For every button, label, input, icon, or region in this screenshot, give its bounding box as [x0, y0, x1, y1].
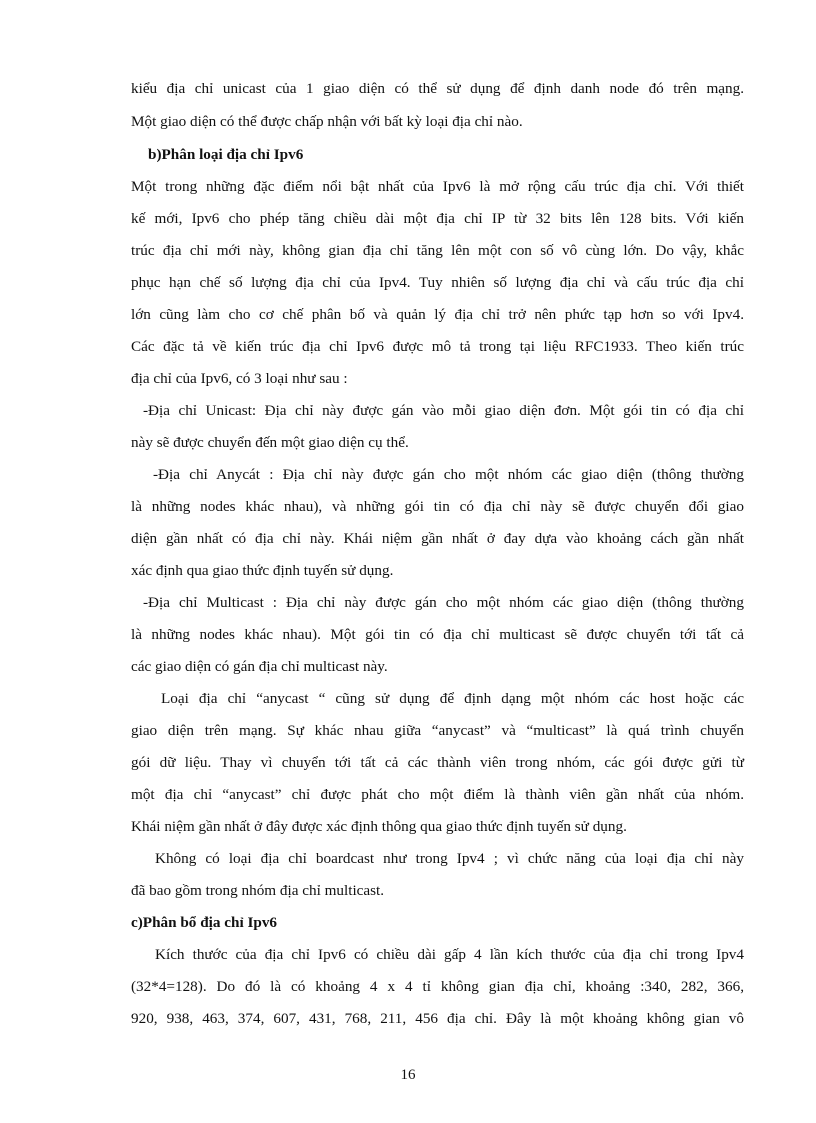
- text-line: lớn cũng làm cho cơ chế phân bố và quản lý địa chỉ trở nên phức tạp hơn so với Ipv4.: [131, 306, 744, 323]
- text-line: trúc địa chỉ mới này, không gian địa chỉ tăng lên một con số vô cùng lớn. Do vậy, khắc: [131, 242, 744, 259]
- text-line: diện gần nhất có địa chỉ này. Khái niệm gần nhất ở đay dựa vào khoảng cách gần nhất: [131, 530, 744, 547]
- text-line: địa chỉ của Ipv6, có 3 loại như sau :: [131, 370, 348, 387]
- text-line: (32*4=128). Do đó là có khoảng 4 x 4 tỉ không gian địa chỉ, khoảng :340, 282, 366,: [131, 978, 744, 995]
- section-heading: b)Phân loại địa chỉ Ipv6: [148, 146, 304, 163]
- text-line: phục hạn chế số lượng địa chỉ của Ipv4. Tuy nhiên số lượng địa chỉ và cấu trúc địa chỉ: [131, 274, 744, 291]
- text-line: kế mới, Ipv6 cho phép tăng chiều dài một địa chỉ IP từ 32 bits lên 128 bits. Với kiến: [131, 210, 744, 227]
- text-line: Một giao diện có thể được chấp nhận với bất kỳ loại địa chỉ nào.: [131, 113, 523, 130]
- text-line: Không có loại địa chỉ boardcast như trong Ipv4 ; vì chức năng của loại địa chỉ này: [155, 850, 744, 867]
- text-line: -Địa chỉ Unicast: Địa chỉ này được gán vào mỗi giao diện đơn. Một gói tin có địa chỉ: [143, 402, 744, 419]
- text-line: 920, 938, 463, 374, 607, 431, 768, 211, 456 địa chỉ. Đây là một khoảng không gian vô: [131, 1010, 744, 1027]
- text-line: các giao diện có gán địa chỉ multicast này.: [131, 658, 388, 675]
- text-line: Khái niệm gần nhất ở đây được xác định thông qua giao thức định tuyến sử dụng.: [131, 818, 627, 835]
- text-line: xác định qua giao thức định tuyến sử dụng.: [131, 562, 394, 579]
- text-line: đã bao gồm trong nhóm địa chỉ multicast.: [131, 882, 385, 899]
- text-line: -Địa chỉ Multicast : Địa chỉ này được gán cho một nhóm các giao diện (thông thường: [143, 594, 744, 611]
- text-line: là những nodes khác nhau), và những gói tin có địa chỉ này sẽ được chuyển đổi giao: [131, 498, 744, 515]
- text-line: này sẽ được chuyển đến một giao diện cụ thể.: [131, 434, 409, 451]
- text-line: Các đặc tả về kiến trúc địa chỉ Ipv6 được mô tả trong tại liệu RFC1933. Theo kiến trúc: [131, 338, 744, 355]
- text-line: là những nodes khác nhau). Một gói tin có địa chỉ multicast sẽ được chuyển tới tất cả: [131, 626, 744, 643]
- page-number: 16: [400, 1067, 416, 1083]
- text-line: một địa chỉ “anycast” chỉ được phát cho một điểm là thành viên gần nhất của nhóm.: [131, 786, 744, 803]
- section-heading: c)Phân bổ địa chỉ Ipv6: [131, 914, 278, 931]
- text-line: gói dữ liệu. Thay vì chuyển tới tất cả các thành viên trong nhóm, các gói được gửi từ: [131, 754, 744, 771]
- text-line: giao diện trên mạng. Sự khác nhau giữa “anycast” và “multicast” là quá trình chuyển: [131, 722, 744, 739]
- text-line: Kích thước của địa chỉ Ipv6 có chiều dài gấp 4 lần kích thước của địa chỉ trong Ipv4: [155, 946, 744, 963]
- text-line: kiểu địa chỉ unicast của 1 giao diện có thể sử dụng để định danh node đó trên mạng.: [131, 80, 744, 97]
- text-line: -Địa chỉ Anycát : Địa chỉ này được gán cho một nhóm các giao diện (thông thường: [153, 466, 744, 483]
- text-line: Loại địa chỉ “anycast “ cũng sử dụng để định dạng một nhóm các host hoặc các: [161, 690, 744, 707]
- text-line: Một trong những đặc điểm nổi bật nhất của Ipv6 là mở rộng cấu trúc địa chỉ. Với thiết: [131, 178, 744, 195]
